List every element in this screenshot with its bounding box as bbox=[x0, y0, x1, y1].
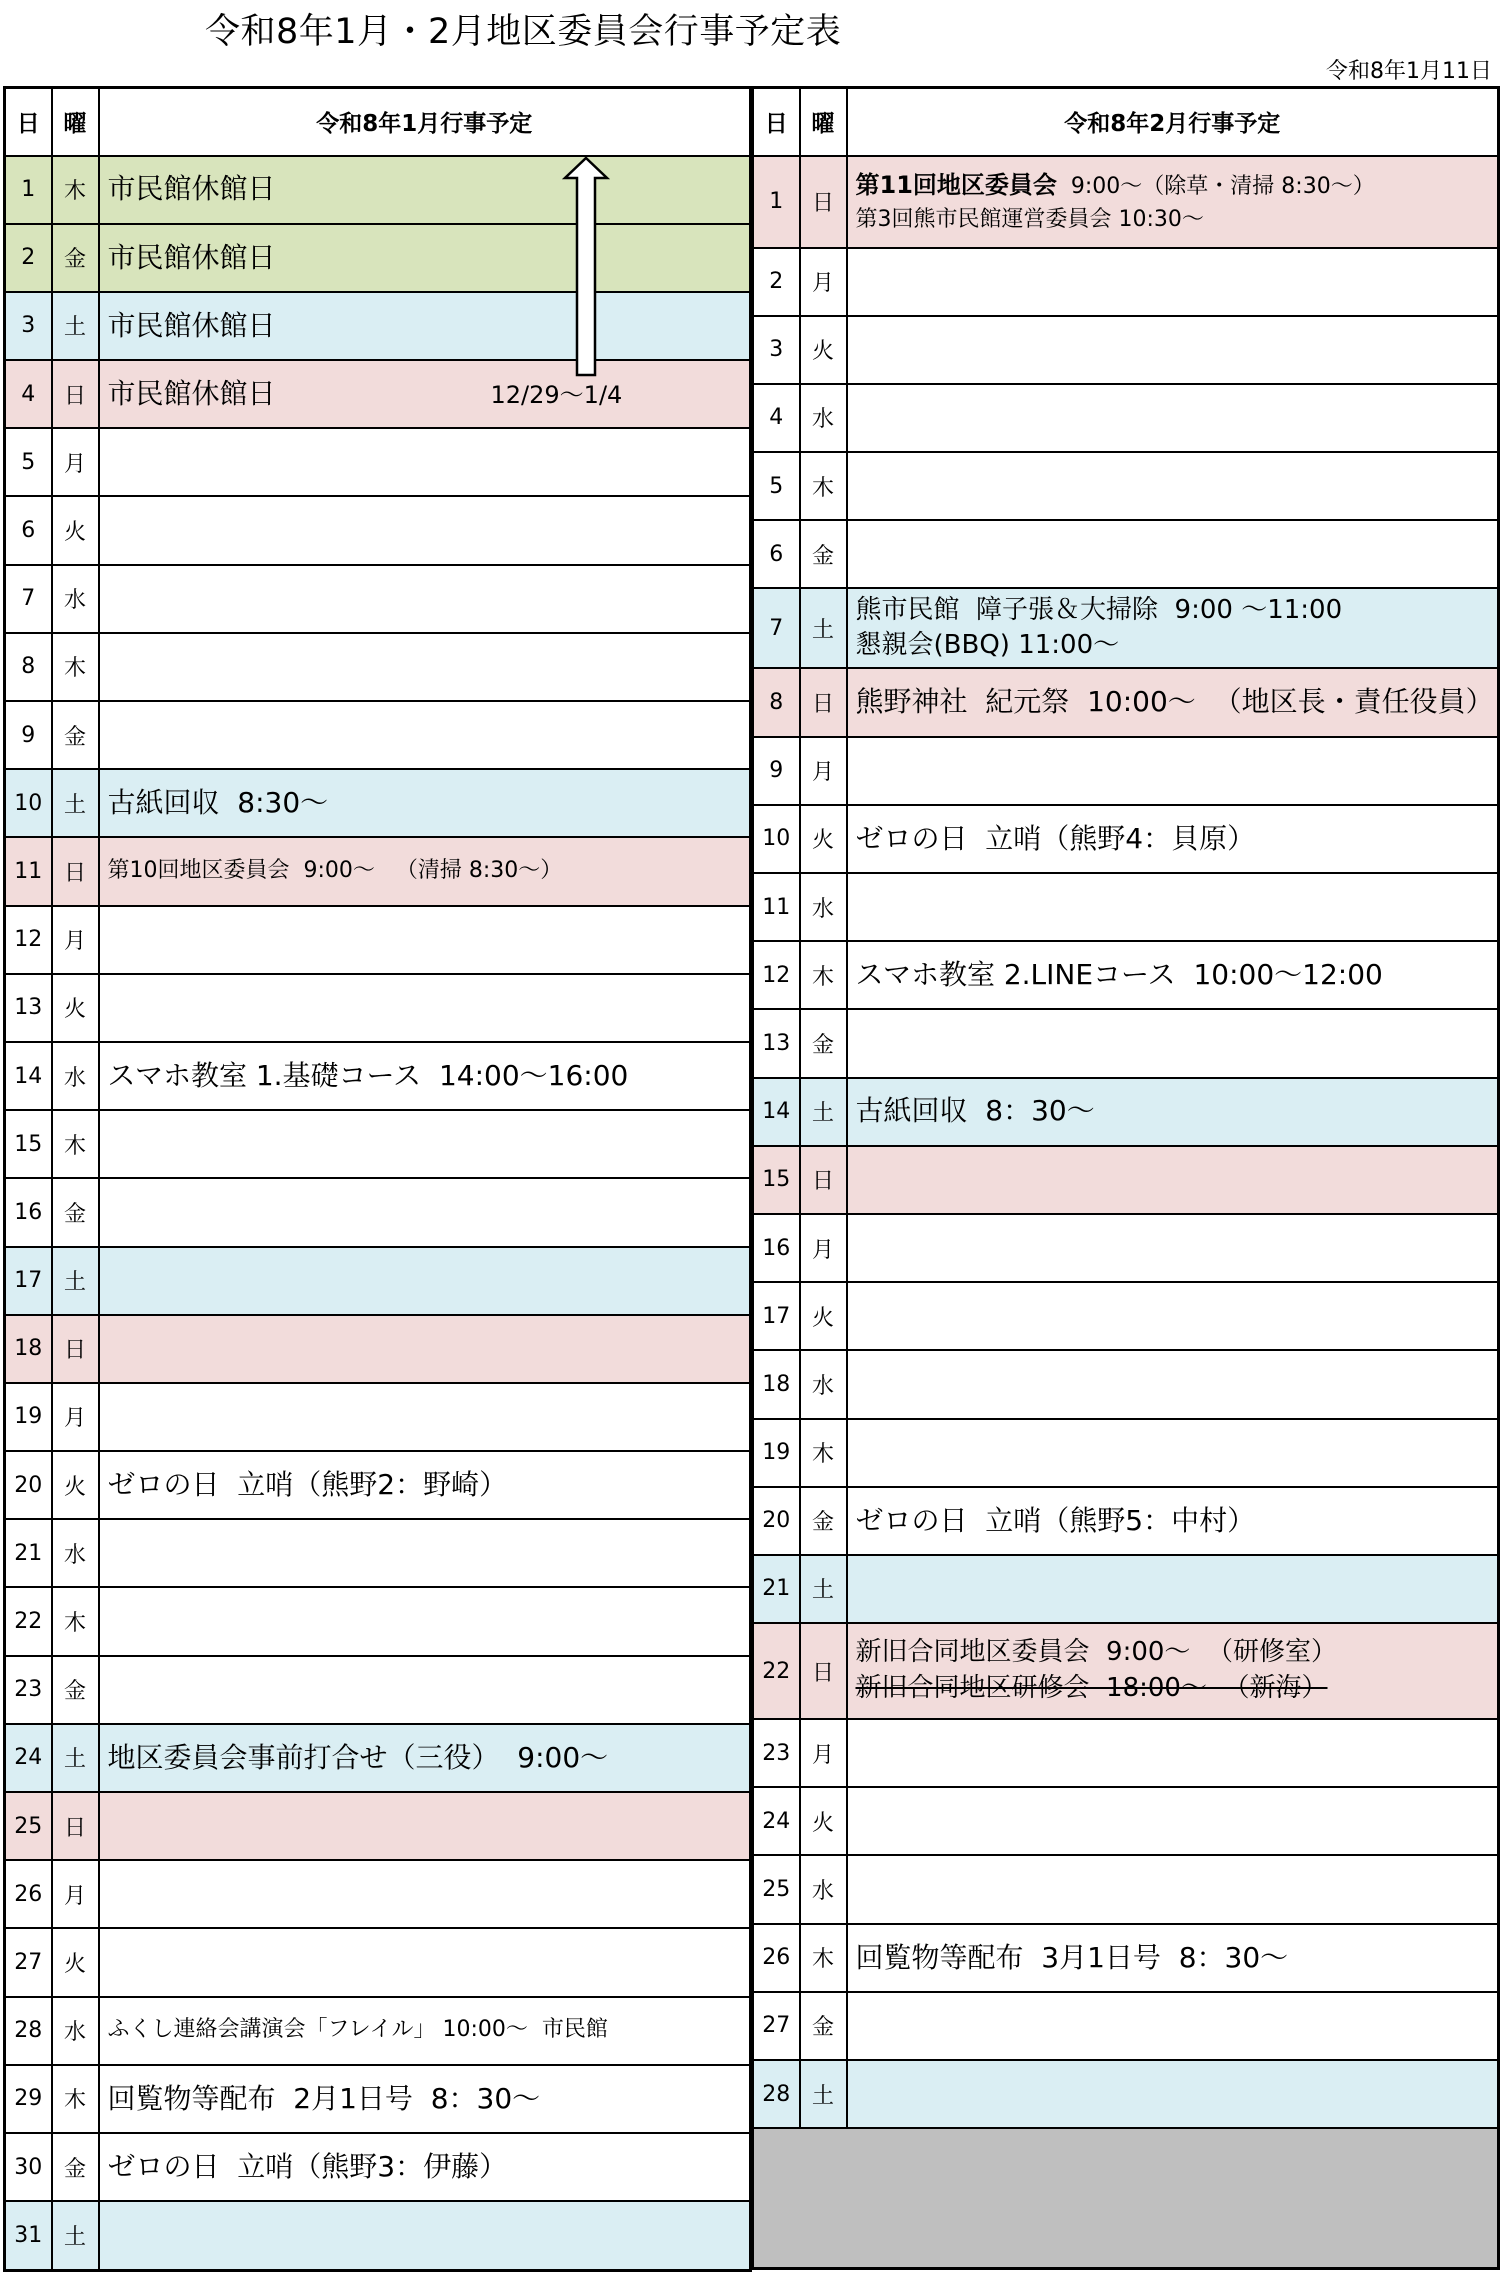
jan-row bbox=[5, 565, 751, 633]
weekday-cell: 木 bbox=[52, 2065, 99, 2133]
weekday-cell: 金 bbox=[800, 1487, 847, 1555]
event-cell bbox=[99, 906, 751, 974]
weekday-cell: 土 bbox=[52, 1724, 99, 1792]
event-cell bbox=[847, 1009, 1499, 1077]
weekday-cell: 火 bbox=[800, 805, 847, 873]
day-cell: 5 bbox=[5, 428, 52, 496]
day-cell: 3 bbox=[753, 316, 800, 384]
feb-row bbox=[753, 520, 1499, 588]
event-text: 新旧合同地区委員会 9:00～ （研修室） bbox=[855, 1637, 1337, 1668]
event-cell bbox=[99, 701, 751, 769]
event-text: 第10回地区委員会 9:00～ （清掃 8:30～） bbox=[107, 858, 563, 884]
day-cell: 29 bbox=[5, 2065, 52, 2133]
jan-row bbox=[5, 1724, 751, 1792]
weekday-cell: 土 bbox=[52, 2201, 99, 2270]
day-cell: 19 bbox=[5, 1383, 52, 1451]
day-cell: 9 bbox=[5, 701, 52, 769]
day-cell: 24 bbox=[5, 1724, 52, 1792]
jan-events-header: 令和8年1月行事予定 bbox=[99, 88, 751, 156]
jan-row bbox=[5, 701, 751, 769]
event-text: 地区委員会事前打合せ（三役） 9:00～ bbox=[107, 1740, 609, 1774]
event-cell bbox=[847, 1992, 1499, 2060]
jan-row bbox=[5, 906, 751, 974]
jan-row bbox=[5, 1928, 751, 1996]
day-cell: 20 bbox=[5, 1451, 52, 1519]
day-cell: 26 bbox=[5, 1860, 52, 1928]
jan-row bbox=[5, 1315, 751, 1383]
feb-row bbox=[753, 1787, 1499, 1855]
event-cell bbox=[847, 1719, 1499, 1787]
day-cell: 16 bbox=[5, 1178, 52, 1246]
event-cell bbox=[847, 316, 1499, 384]
feb-row bbox=[753, 1992, 1499, 2060]
event-cell bbox=[99, 156, 751, 224]
weekday-cell: 日 bbox=[800, 1146, 847, 1214]
jan-row bbox=[5, 1247, 751, 1315]
event-cell bbox=[99, 1178, 751, 1246]
event-cell bbox=[847, 2060, 1499, 2128]
day-cell: 3 bbox=[5, 292, 52, 360]
day-cell: 13 bbox=[753, 1009, 800, 1077]
feb-weekday-header: 曜 bbox=[800, 88, 847, 156]
event-text: 市民館休館日 bbox=[107, 308, 276, 342]
day-cell: 7 bbox=[5, 565, 52, 633]
weekday-cell: 月 bbox=[52, 1383, 99, 1451]
weekday-cell: 金 bbox=[52, 2133, 99, 2201]
weekday-cell: 金 bbox=[800, 1009, 847, 1077]
weekday-cell: 水 bbox=[52, 565, 99, 633]
jan-row bbox=[5, 974, 751, 1042]
event-cell bbox=[99, 428, 751, 496]
day-cell: 25 bbox=[5, 1792, 52, 1860]
day-cell: 4 bbox=[5, 360, 52, 428]
feb-day-header: 日 bbox=[753, 88, 800, 156]
jan-row bbox=[5, 1997, 751, 2065]
jan-row bbox=[5, 156, 751, 224]
jan-row bbox=[5, 496, 751, 564]
day-cell: 28 bbox=[753, 2060, 800, 2128]
feb-row bbox=[753, 248, 1499, 316]
weekday-cell: 火 bbox=[800, 1282, 847, 1350]
weekday-cell: 土 bbox=[52, 1247, 99, 1315]
event-cell bbox=[99, 2201, 751, 2270]
day-cell: 27 bbox=[5, 1928, 52, 1996]
event-text: ゼロの日 立哨（熊野3：伊藤） bbox=[107, 2149, 508, 2183]
event-cell bbox=[99, 769, 751, 837]
gray-filler bbox=[753, 2128, 1499, 2268]
event-cell bbox=[99, 1928, 751, 1996]
feb-row bbox=[753, 316, 1499, 384]
weekday-cell: 木 bbox=[52, 633, 99, 701]
weekday-cell: 金 bbox=[52, 224, 99, 292]
weekday-cell: 日 bbox=[52, 1315, 99, 1383]
event-cell bbox=[847, 248, 1499, 316]
event-cell bbox=[847, 1855, 1499, 1923]
jan-row bbox=[5, 837, 751, 905]
event-text: 市民館休館日 bbox=[107, 172, 276, 206]
jan-weekday-header: 曜 bbox=[52, 88, 99, 156]
weekday-cell: 月 bbox=[800, 1719, 847, 1787]
day-cell: 15 bbox=[5, 1110, 52, 1178]
weekday-cell: 月 bbox=[800, 248, 847, 316]
event-cell bbox=[99, 496, 751, 564]
event-cell bbox=[99, 1315, 751, 1383]
day-cell: 10 bbox=[753, 805, 800, 873]
event-text: 市民館休館日 bbox=[107, 240, 276, 274]
weekday-cell: 金 bbox=[52, 701, 99, 769]
jan-row bbox=[5, 2065, 751, 2133]
event-cell bbox=[99, 1587, 751, 1655]
event-cell bbox=[847, 588, 1499, 668]
feb-row bbox=[753, 1555, 1499, 1623]
weekday-cell: 日 bbox=[800, 156, 847, 248]
weekday-cell: 月 bbox=[52, 428, 99, 496]
day-cell: 6 bbox=[753, 520, 800, 588]
january-schedule-table bbox=[3, 86, 752, 2272]
event-cell bbox=[847, 941, 1499, 1009]
weekday-cell: 火 bbox=[800, 316, 847, 384]
event-cell bbox=[847, 520, 1499, 588]
feb-row bbox=[753, 873, 1499, 941]
day-cell: 24 bbox=[753, 1787, 800, 1855]
event-cell bbox=[847, 1350, 1499, 1418]
jan-row bbox=[5, 1656, 751, 1724]
day-cell: 12 bbox=[5, 906, 52, 974]
feb-row bbox=[753, 1214, 1499, 1282]
event-text: スマホ教室 2.LINEコース 10:00～12:00 bbox=[855, 958, 1383, 992]
weekday-cell: 土 bbox=[800, 588, 847, 668]
feb-row bbox=[753, 668, 1499, 736]
feb-row bbox=[753, 156, 1499, 248]
weekday-cell: 日 bbox=[52, 360, 99, 428]
feb-row bbox=[753, 452, 1499, 520]
weekday-cell: 木 bbox=[800, 1419, 847, 1487]
jan-row bbox=[5, 2201, 751, 2270]
weekday-cell: 月 bbox=[800, 737, 847, 805]
day-cell: 16 bbox=[753, 1214, 800, 1282]
event-cell bbox=[99, 1792, 751, 1860]
day-cell: 1 bbox=[753, 156, 800, 248]
day-cell: 2 bbox=[5, 224, 52, 292]
event-cell bbox=[99, 1247, 751, 1315]
event-title-bold: 第11回地区委員会 bbox=[855, 171, 1057, 199]
day-cell: 10 bbox=[5, 769, 52, 837]
day-cell: 13 bbox=[5, 974, 52, 1042]
weekday-cell: 火 bbox=[52, 1928, 99, 1996]
event-text: 古紙回収 8：30～ bbox=[855, 1094, 1095, 1128]
weekday-cell: 土 bbox=[800, 1555, 847, 1623]
day-cell: 9 bbox=[753, 737, 800, 805]
up-arrow-icon bbox=[562, 156, 610, 378]
event-cell bbox=[99, 292, 751, 360]
day-cell: 31 bbox=[5, 2201, 52, 2270]
event-cell bbox=[99, 1451, 751, 1519]
event-text: 回覧物等配布 3月1日号 8：30～ bbox=[855, 1940, 1289, 1974]
event-cell bbox=[847, 1555, 1499, 1623]
event-cell bbox=[99, 1042, 751, 1110]
event-text: 回覧物等配布 2月1日号 8：30～ bbox=[107, 2081, 541, 2115]
weekday-cell: 水 bbox=[800, 1855, 847, 1923]
weekday-cell: 火 bbox=[52, 496, 99, 564]
event-cell bbox=[99, 565, 751, 633]
jan-row bbox=[5, 1860, 751, 1928]
jan-row bbox=[5, 1042, 751, 1110]
feb-row bbox=[753, 1009, 1499, 1077]
event-cell bbox=[847, 1078, 1499, 1146]
weekday-cell: 木 bbox=[800, 941, 847, 1009]
weekday-cell: 火 bbox=[52, 1451, 99, 1519]
weekday-cell: 日 bbox=[800, 668, 847, 736]
jan-day-header: 日 bbox=[5, 88, 52, 156]
weekday-cell: 火 bbox=[52, 974, 99, 1042]
feb-events-header: 令和8年2月行事予定 bbox=[847, 88, 1499, 156]
jan-row bbox=[5, 1110, 751, 1178]
feb-header-row bbox=[753, 88, 1499, 156]
day-cell: 14 bbox=[753, 1078, 800, 1146]
weekday-cell: 金 bbox=[52, 1656, 99, 1724]
day-cell: 2 bbox=[753, 248, 800, 316]
day-cell: 6 bbox=[5, 496, 52, 564]
day-cell: 17 bbox=[5, 1247, 52, 1315]
event-text: ゼロの日 立哨（熊野5：中村） bbox=[855, 1503, 1256, 1537]
event-cell bbox=[847, 668, 1499, 736]
weekday-cell: 土 bbox=[800, 2060, 847, 2128]
event-text: 熊野神社 紀元祭 10:00～ （地区長・責任役員） bbox=[855, 685, 1494, 719]
jan-row bbox=[5, 292, 751, 360]
event-note: 12/29～1/4 bbox=[490, 380, 623, 409]
weekday-cell: 土 bbox=[800, 1078, 847, 1146]
event-cell bbox=[99, 2133, 751, 2201]
day-cell: 22 bbox=[753, 1623, 800, 1719]
feb-row bbox=[753, 1078, 1499, 1146]
event-cell bbox=[99, 1110, 751, 1178]
event-cell bbox=[847, 1282, 1499, 1350]
feb-row bbox=[753, 1855, 1499, 1923]
weekday-cell: 木 bbox=[52, 1587, 99, 1655]
weekday-cell: 水 bbox=[52, 1042, 99, 1110]
event-cell bbox=[847, 1146, 1499, 1214]
event-cell bbox=[847, 452, 1499, 520]
weekday-cell: 木 bbox=[800, 452, 847, 520]
jan-row bbox=[5, 1792, 751, 1860]
event-cell bbox=[99, 1656, 751, 1724]
event-cell bbox=[847, 1214, 1499, 1282]
event-text: 市民館休館日 bbox=[107, 376, 276, 410]
feb-row bbox=[753, 1719, 1499, 1787]
feb-row bbox=[753, 1487, 1499, 1555]
event-text-line2: 新旧合同地区研修会 18:00～ （新海） bbox=[855, 1673, 1328, 1704]
weekday-cell: 日 bbox=[52, 837, 99, 905]
event-cell bbox=[99, 974, 751, 1042]
jan-row bbox=[5, 1178, 751, 1246]
jan-row bbox=[5, 1383, 751, 1451]
event-text: ゼロの日 立哨（熊野2：野崎） bbox=[107, 1467, 508, 1501]
weekday-cell: 木 bbox=[800, 1924, 847, 1992]
day-cell: 21 bbox=[753, 1555, 800, 1623]
day-cell: 17 bbox=[753, 1282, 800, 1350]
day-cell: 7 bbox=[753, 588, 800, 668]
weekday-cell: 金 bbox=[800, 1992, 847, 2060]
event-cell bbox=[99, 1860, 751, 1928]
day-cell: 15 bbox=[753, 1146, 800, 1214]
page-title: 令和8年1月・2月地区委員会行事予定表 bbox=[205, 12, 842, 52]
weekday-cell: 日 bbox=[800, 1623, 847, 1719]
day-cell: 12 bbox=[753, 941, 800, 1009]
weekday-cell: 火 bbox=[800, 1787, 847, 1855]
event-cell bbox=[847, 805, 1499, 873]
weekday-cell: 土 bbox=[52, 292, 99, 360]
weekday-cell: 水 bbox=[800, 384, 847, 452]
weekday-cell: 水 bbox=[52, 1519, 99, 1587]
day-cell: 25 bbox=[753, 1855, 800, 1923]
weekday-cell: 月 bbox=[52, 906, 99, 974]
event-text-line2: 第3回熊市民館運営委員会 10:30～ bbox=[855, 207, 1204, 232]
weekday-cell: 月 bbox=[52, 1860, 99, 1928]
day-cell: 27 bbox=[753, 1992, 800, 2060]
event-cell bbox=[847, 156, 1499, 248]
day-cell: 18 bbox=[5, 1315, 52, 1383]
jan-row bbox=[5, 769, 751, 837]
day-cell: 5 bbox=[753, 452, 800, 520]
event-cell bbox=[99, 224, 751, 292]
day-cell: 22 bbox=[5, 1587, 52, 1655]
weekday-cell: 土 bbox=[52, 769, 99, 837]
feb-row bbox=[753, 737, 1499, 805]
weekday-cell: 金 bbox=[52, 1178, 99, 1246]
day-cell: 18 bbox=[753, 1350, 800, 1418]
event-cell bbox=[847, 1787, 1499, 1855]
day-cell: 4 bbox=[753, 384, 800, 452]
day-cell: 28 bbox=[5, 1997, 52, 2065]
day-cell: 20 bbox=[753, 1487, 800, 1555]
event-text: スマホ教室 1.基礎コース 14:00～16:00 bbox=[107, 1058, 629, 1092]
day-cell: 19 bbox=[753, 1419, 800, 1487]
jan-row bbox=[5, 428, 751, 496]
feb-row bbox=[753, 588, 1499, 668]
jan-header-row bbox=[5, 88, 751, 156]
jan-row bbox=[5, 1451, 751, 1519]
feb-row bbox=[753, 805, 1499, 873]
event-cell bbox=[847, 384, 1499, 452]
event-cell bbox=[99, 1997, 751, 2065]
day-cell: 11 bbox=[5, 837, 52, 905]
feb-row bbox=[753, 1146, 1499, 1214]
event-text: ふくし連絡会講演会「フレイル」 10:00～ 市民館 bbox=[107, 2017, 608, 2043]
event-cell bbox=[99, 837, 751, 905]
day-cell: 26 bbox=[753, 1924, 800, 1992]
day-cell: 23 bbox=[5, 1656, 52, 1724]
day-cell: 1 bbox=[5, 156, 52, 224]
event-cell bbox=[847, 873, 1499, 941]
jan-row bbox=[5, 1587, 751, 1655]
weekday-cell: 水 bbox=[800, 873, 847, 941]
feb-row bbox=[753, 1924, 1499, 1992]
event-cell bbox=[99, 2065, 751, 2133]
jan-row bbox=[5, 360, 751, 428]
day-cell: 21 bbox=[5, 1519, 52, 1587]
day-cell: 8 bbox=[753, 668, 800, 736]
event-cell bbox=[99, 360, 751, 428]
weekday-cell: 木 bbox=[52, 1110, 99, 1178]
weekday-cell: 木 bbox=[52, 156, 99, 224]
jan-row bbox=[5, 1519, 751, 1587]
feb-row bbox=[753, 384, 1499, 452]
event-cell bbox=[99, 1724, 751, 1792]
event-cell bbox=[847, 737, 1499, 805]
event-cell bbox=[847, 1924, 1499, 1992]
event-cell bbox=[99, 1519, 751, 1587]
feb-row bbox=[753, 1282, 1499, 1350]
weekday-cell: 水 bbox=[800, 1350, 847, 1418]
event-text: ゼロの日 立哨（熊野4：貝原） bbox=[855, 821, 1256, 855]
feb-row bbox=[753, 1623, 1499, 1719]
weekday-cell: 日 bbox=[52, 1792, 99, 1860]
event-text-line2: 懇親会(BBQ) 11:00～ bbox=[855, 630, 1120, 661]
jan-row bbox=[5, 2133, 751, 2201]
february-schedule-table bbox=[751, 86, 1500, 2270]
event-cell bbox=[847, 1419, 1499, 1487]
day-cell: 8 bbox=[5, 633, 52, 701]
feb-row bbox=[753, 941, 1499, 1009]
weekday-cell: 金 bbox=[800, 520, 847, 588]
event-cell bbox=[99, 633, 751, 701]
event-cell bbox=[99, 1383, 751, 1451]
weekday-cell: 月 bbox=[800, 1214, 847, 1282]
day-cell: 23 bbox=[753, 1719, 800, 1787]
feb-row bbox=[753, 2060, 1499, 2128]
event-text: 熊市民館 障子張＆大掃除 9:00 ～11:00 bbox=[855, 594, 1343, 625]
feb-row bbox=[753, 1350, 1499, 1418]
feb-filler-row bbox=[753, 2128, 1499, 2268]
weekday-cell: 水 bbox=[52, 1997, 99, 2065]
day-cell: 30 bbox=[5, 2133, 52, 2201]
jan-row bbox=[5, 633, 751, 701]
event-cell bbox=[847, 1623, 1499, 1719]
jan-row bbox=[5, 224, 751, 292]
feb-row bbox=[753, 1419, 1499, 1487]
event-text: 9:00～（除草・清掃 8:30～） bbox=[1056, 174, 1375, 199]
event-cell bbox=[847, 1487, 1499, 1555]
document-date: 令和8年1月11日 bbox=[1326, 59, 1492, 84]
day-cell: 14 bbox=[5, 1042, 52, 1110]
day-cell: 11 bbox=[753, 873, 800, 941]
event-text: 古紙回収 8:30～ bbox=[107, 786, 329, 820]
